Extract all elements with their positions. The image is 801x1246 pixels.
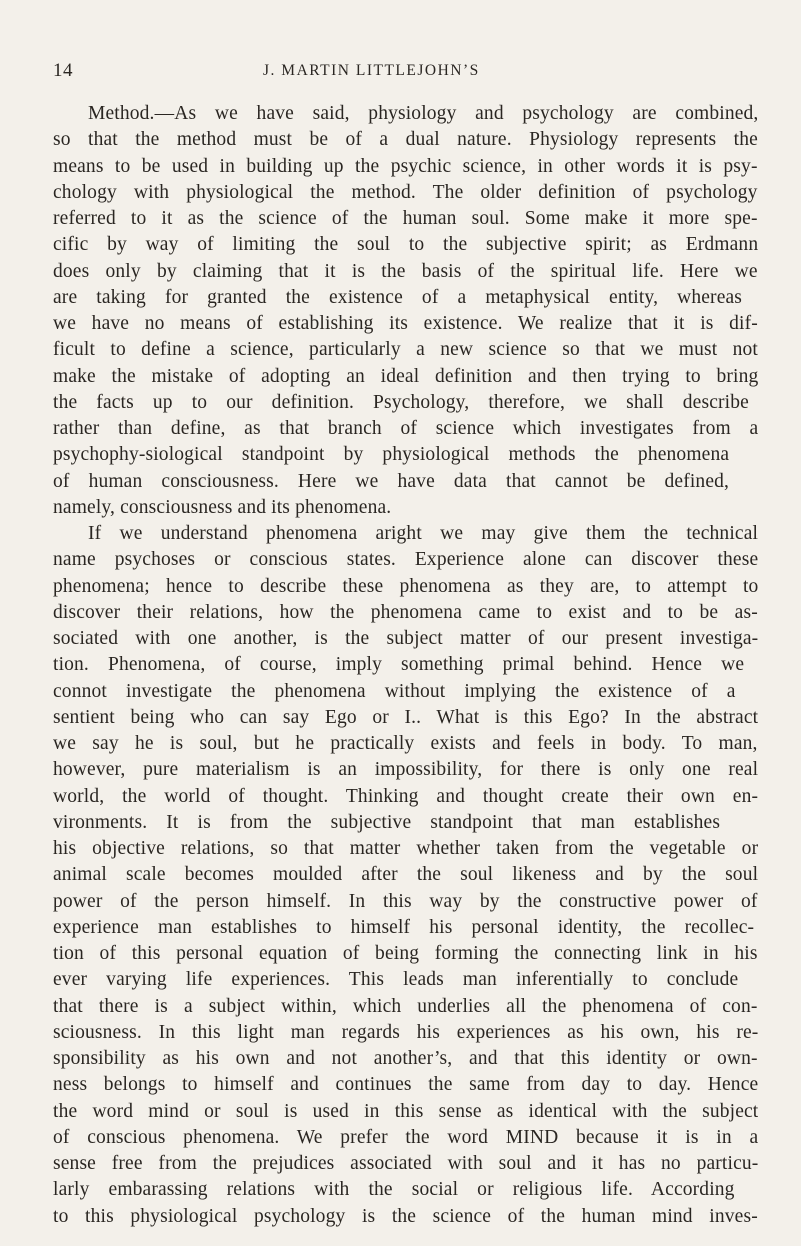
text-line: psychophy-siological standpoint by physiological methods the phenomena: [53, 444, 730, 466]
text-line: sense free from the prejudices associated with soul and it has no particu-: [53, 1153, 758, 1174]
text-line: experience man establishes to himself his personal identity, the recollec-: [53, 916, 755, 938]
text-line: ness belongs to himself and continues the same from day to day. Hence: [53, 1074, 758, 1096]
text-line: ever varying life experiences. This leads man inferentially to conclude: [53, 969, 739, 991]
text-line: to this physiological psychology is the science of the human mind inves-: [53, 1205, 758, 1227]
text-line: make the mistake of adopting an ideal definition and then trying to bring: [53, 365, 758, 387]
text-line: power of the person himself. In this way by the constructive power of: [53, 890, 758, 912]
text-line: that there is a subject within, which underlies all the phenomena of con-: [53, 995, 758, 1017]
text-line: animal scale becomes moulded after the soul likeness and by the soul: [53, 864, 758, 886]
text-line: If we understand phenomena aright we may give them the technical: [88, 523, 758, 544]
text-line: the word mind or soul is used in this sense as identical with the subject: [53, 1100, 758, 1122]
text-line: sentient being who can say Ego or I.. What is this Ego? In the abstract: [53, 706, 758, 728]
text-line: we say he is soul, but he practically exists and feels in body. To man,: [53, 733, 758, 754]
text-line: of human consciousness. Here we have data that cannot be defined,: [53, 470, 730, 492]
text-line: does only by claiming that it is the basis of the spiritual life. Here we: [53, 260, 758, 282]
text-line: tion. Phenomena, of course, imply something primal behind. Hence we: [53, 654, 745, 676]
text-line: sociated with one another, is the subject matter of our present investiga-: [53, 628, 758, 649]
text-line: are taking for granted the existence of a metaphysical entity, whereas: [53, 286, 743, 308]
text-line: the facts up to our definition. Psychology, therefore, we shall describe: [53, 391, 749, 413]
text-line: sciousness. In this light man regards his experiences as his own, his re-: [53, 1021, 758, 1043]
text-line: phenomena; hence to describe these phenomena as they are, to attempt to: [53, 575, 758, 597]
text-line: name psychoses or conscious states. Experience alone can discover these: [53, 549, 758, 571]
text-line: vironments. It is from the subjective standpoint that man establishes: [53, 811, 721, 833]
text-line: ficult to define a science, particularly a new science so that we must not: [53, 339, 758, 361]
text-line: tion of this personal equation of being forming the connecting link in his: [53, 943, 758, 964]
text-line: so that the method must be of a dual nature. Physiology represents the: [53, 129, 758, 151]
text-line: discover their relations, how the phenomena came to exist and to be as-: [53, 601, 758, 623]
page-header: [53, 60, 758, 82]
text-line: connot investigate the phenomena without implying the existence of a: [53, 680, 736, 702]
text-line: namely, consciousness and its phenomena.: [53, 496, 392, 518]
text-line: however, pure materialism is an impossibility, for there is only one real: [53, 759, 758, 781]
text-line: sponsibility as his own and not another’s, and that this identity or own-: [53, 1048, 758, 1069]
text-line: his objective relations, so that matter whether taken from the vegetable or: [53, 838, 758, 859]
text-line: rather than define, as that branch of science which investigates from a: [53, 418, 758, 439]
text-line: world, the world of thought. Thinking and thought create their own en-: [53, 785, 758, 807]
text-line: we have no means of establishing its existence. We realize that it is dif-: [53, 313, 758, 334]
text-line: cific by way of limiting the soul to the subjective spirit; as Erdmann: [53, 234, 758, 256]
running-head: J. MARTIN LITTLEJOHN’S: [263, 62, 480, 79]
text-line: of conscious phenomena. We prefer the word MIND because it is in a: [53, 1126, 758, 1148]
page-number: 14: [53, 60, 73, 81]
text-line: chology with physiological the method. The older definition of psychology: [53, 181, 758, 203]
text-line: larly embarassing relations with the social or religious life. According: [53, 1179, 735, 1201]
text-line: means to be used in building up the psychic science, in other words it is psy-: [53, 155, 758, 177]
text-line: Method.—As we have said, physiology and psychology are combined,: [88, 103, 758, 124]
text-line: referred to it as the science of the human soul. Some make it more spe-: [53, 208, 758, 229]
